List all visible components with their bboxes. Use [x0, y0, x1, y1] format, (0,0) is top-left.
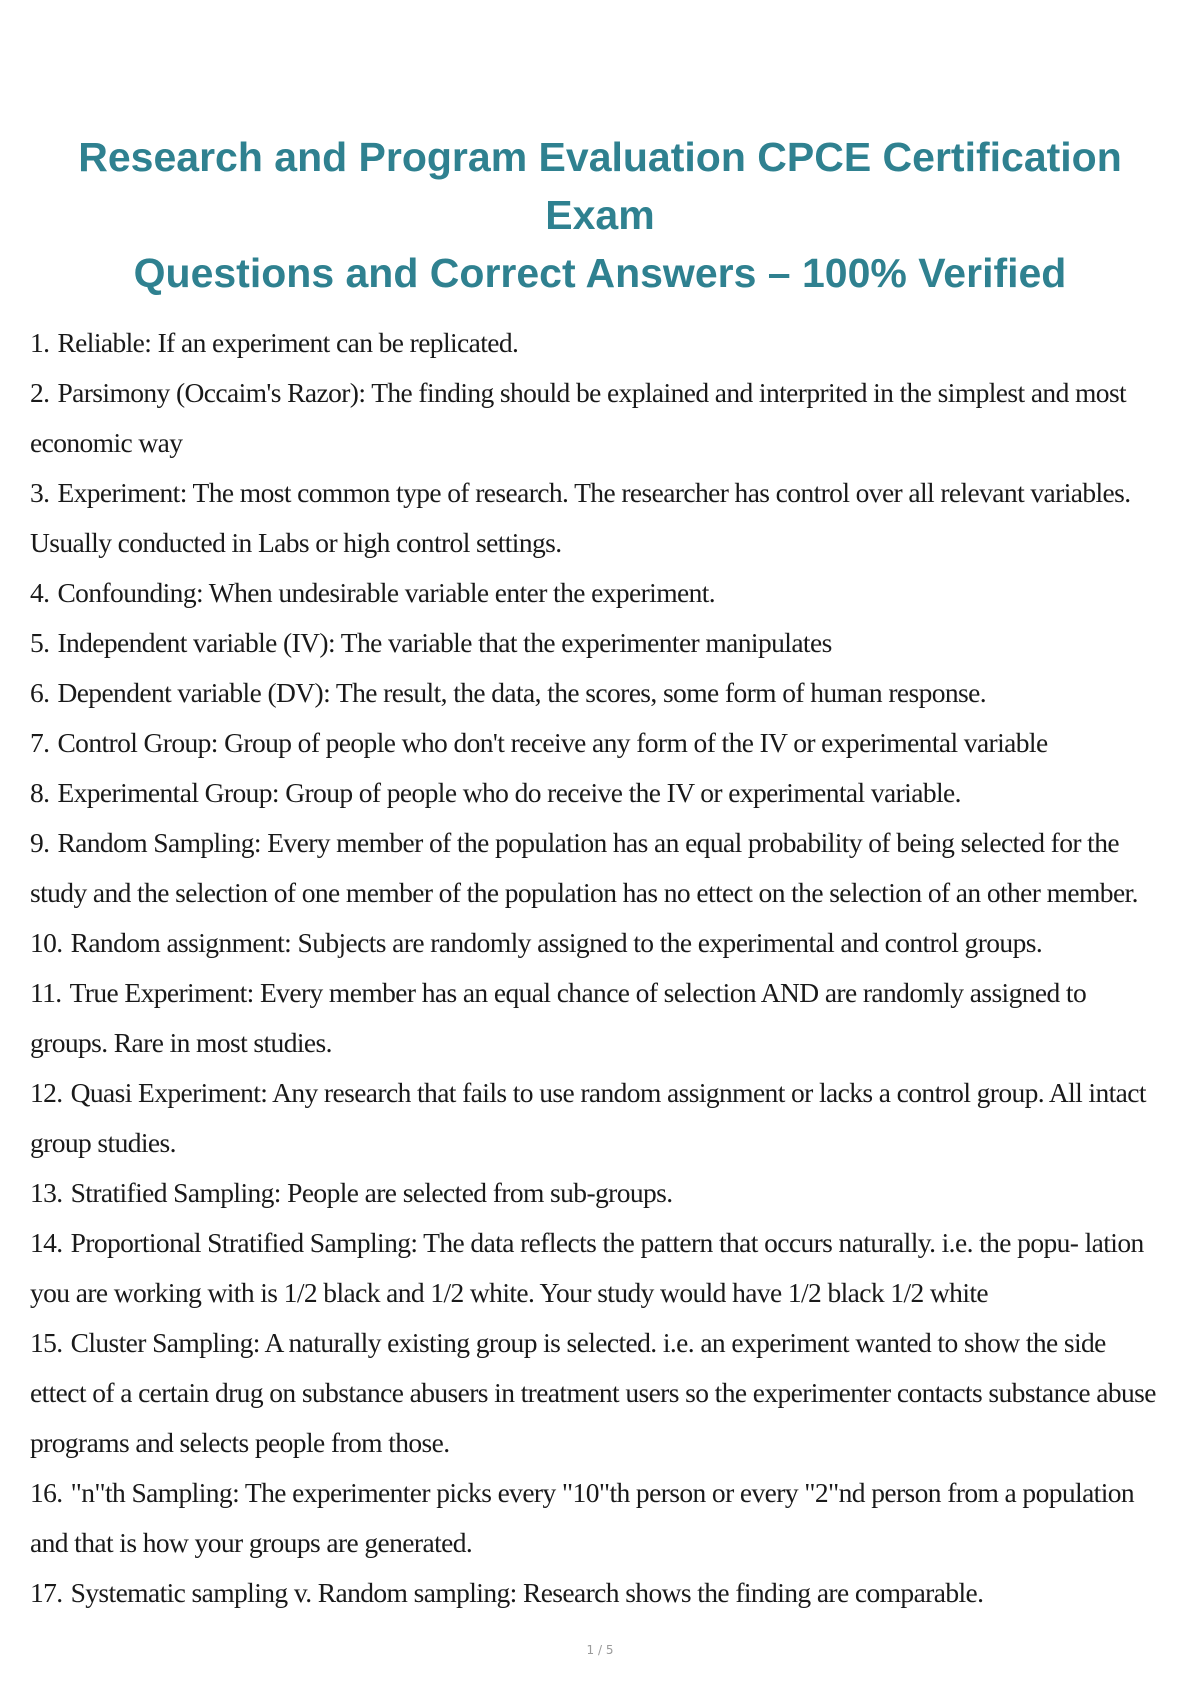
list-item [30, 368, 1165, 468]
item-text: Cluster Sampling: A naturally existing group is selected. i.e. an experiment wanted to show the side ettect of a certain drug on substance abusers in treatment users so the experimenter contacts substance abuse programs and selects people from those. [30, 1327, 1156, 1458]
item-number: 11. [30, 977, 62, 1008]
list-item [30, 818, 1165, 918]
list-item [30, 968, 1165, 1068]
item-number: 14. [30, 1227, 63, 1258]
list-item [30, 718, 1165, 768]
item-number: 8. [30, 777, 50, 808]
list-item [30, 568, 1165, 618]
item-text: "n"th Sampling: The experimenter picks every "10"th person or every "2"nd person from a population and that is how your groups are generated. [30, 1477, 1135, 1558]
item-number: 6. [30, 677, 50, 708]
list-item [30, 1468, 1165, 1568]
list-item [30, 918, 1165, 968]
item-number: 10. [30, 927, 63, 958]
item-number: 2. [30, 377, 50, 408]
item-text: Systematic sampling v. Random sampling: Research shows the finding are comparable. [70, 1577, 984, 1608]
page-indicator: 1 / 5 [586, 1643, 614, 1657]
list-item [30, 1218, 1165, 1318]
list-item [30, 1068, 1165, 1168]
qa-list [30, 318, 1165, 1618]
title-line-1: Research and Program Evaluation CPCE Certification Exam [78, 134, 1122, 238]
title-line-2: Questions and Correct Answers – 100% Verified [133, 250, 1067, 296]
item-text: Dependent variable (DV): The result, the data, the scores, some form of human response. [57, 677, 987, 708]
item-text: Parsimony (Occaim's Razor): The finding should be explained and interprited in the simplest and most economic way [30, 377, 1127, 458]
document-title [40, 128, 1160, 302]
item-number: 15. [30, 1327, 63, 1358]
item-text: Proportional Stratified Sampling: The data reflects the pattern that occurs naturally. i.e. the popu- lation you are working with is 1/2 black and 1/2 white. Your study would have 1/2 black 1/2 white [30, 1227, 1144, 1308]
item-number: 12. [30, 1077, 63, 1108]
item-text: True Experiment: Every member has an equal chance of selection AND are randomly assigned to groups. Rare in most studies. [30, 977, 1087, 1058]
item-number: 4. [30, 577, 50, 608]
item-number: 5. [30, 627, 50, 658]
item-text: Quasi Experiment: Any research that fails to use random assignment or lacks a control group. All intact group studies. [30, 1077, 1146, 1158]
item-text: Independent variable (IV): The variable that the experimenter manipulates [57, 627, 832, 658]
item-number: 16. [30, 1477, 63, 1508]
item-text: Stratified Sampling: People are selected from sub-groups. [70, 1177, 673, 1208]
item-text: Confounding: When undesirable variable enter the experiment. [57, 577, 716, 608]
list-item [30, 618, 1165, 668]
list-item [30, 1168, 1165, 1218]
item-text: Random assignment: Subjects are randomly assigned to the experimental and control groups. [70, 927, 1043, 958]
list-item [30, 1568, 1165, 1618]
item-number: 1. [30, 327, 50, 358]
list-item [30, 1318, 1165, 1468]
item-text: Random Sampling: Every member of the population has an equal probability of being selected for the study and the selection of one member of the population has no ettect on the selection of an other member. [30, 827, 1138, 908]
item-number: 17. [30, 1577, 63, 1608]
item-text: Control Group: Group of people who don't receive any form of the IV or experimental variable [57, 727, 1048, 758]
list-item [30, 668, 1165, 718]
item-text: Reliable: If an experiment can be replicated. [57, 327, 519, 358]
list-item [30, 468, 1165, 568]
item-text: Experiment: The most common type of research. The researcher has control over all relevant variables. Usually conducted in Labs or high control settings. [30, 477, 1131, 558]
item-text: Experimental Group: Group of people who do receive the IV or experimental variable. [57, 777, 961, 808]
list-item [30, 768, 1165, 818]
item-number: 7. [30, 727, 50, 758]
item-number: 13. [30, 1177, 63, 1208]
item-number: 9. [30, 827, 50, 858]
list-item [30, 318, 1165, 368]
item-number: 3. [30, 477, 50, 508]
